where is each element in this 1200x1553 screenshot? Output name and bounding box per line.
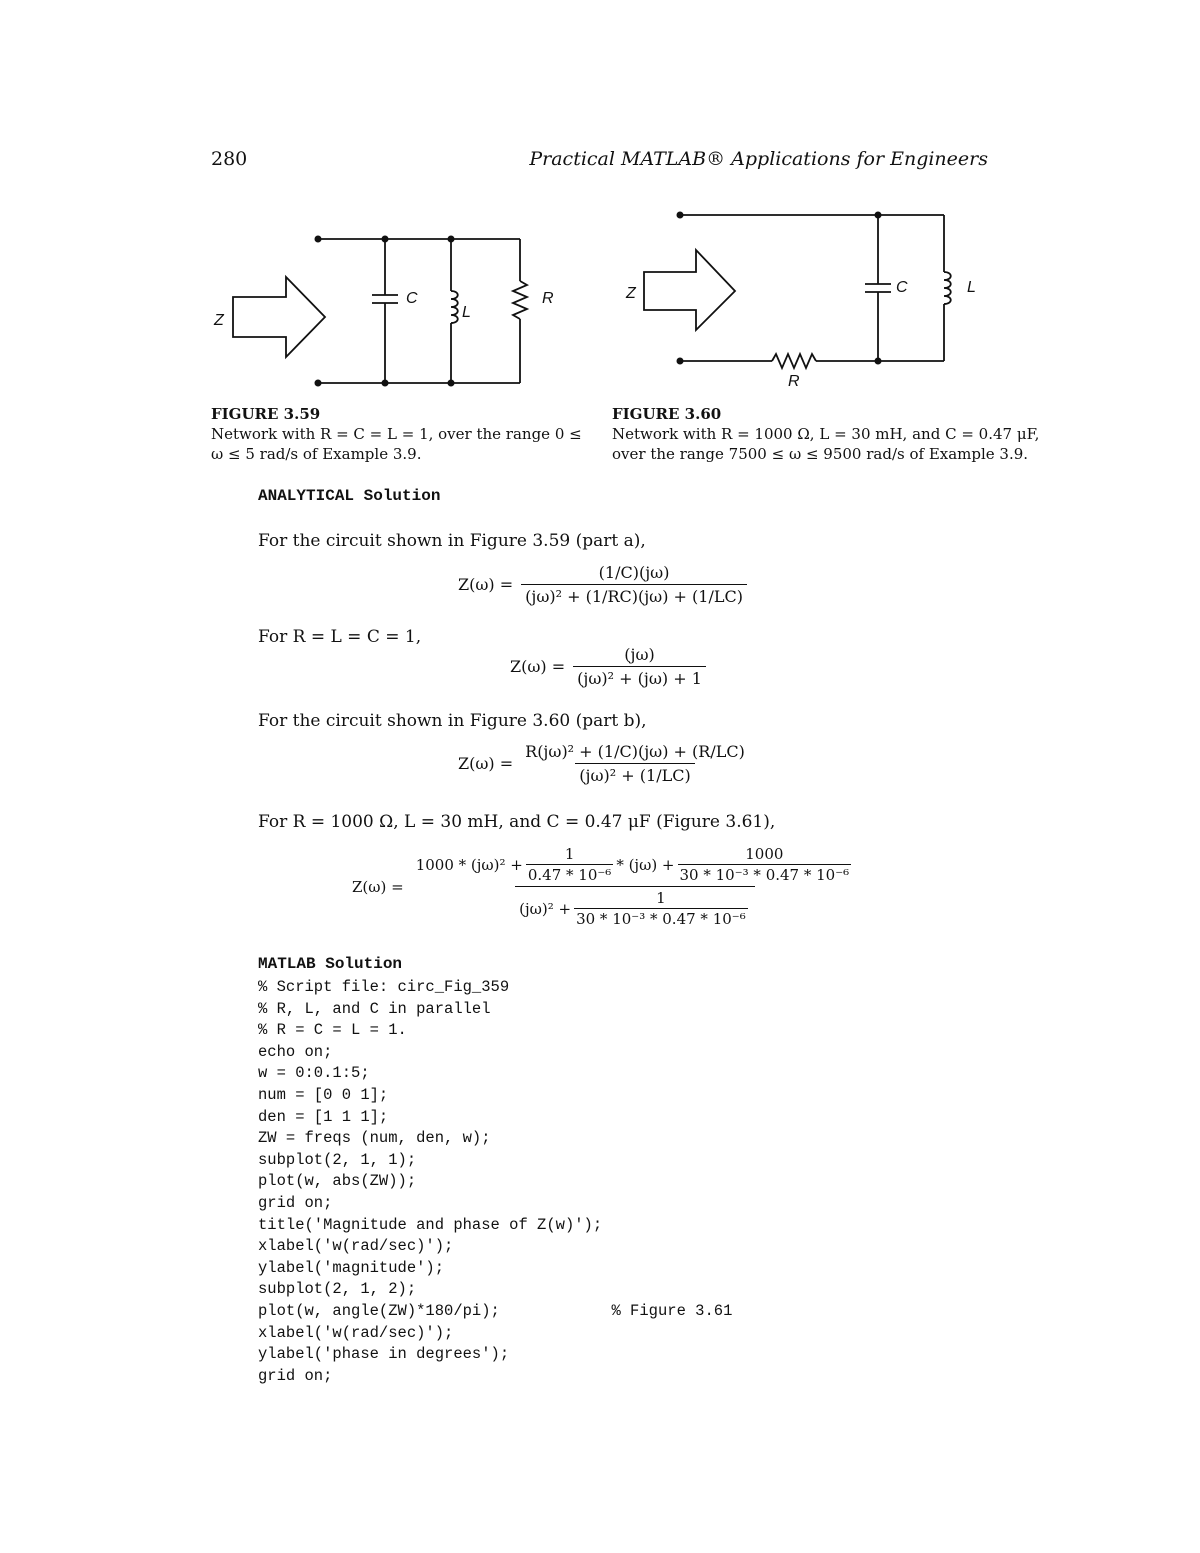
- equation-fraction: [521, 563, 747, 606]
- z-label: Z: [626, 285, 636, 302]
- code-line: den = [1 1 1];: [258, 1107, 389, 1126]
- numerator: (jω): [624, 645, 655, 664]
- paragraph-part-a: For the circuit shown in Figure 3.59 (part a),: [258, 531, 646, 551]
- denominator: (jω)² + (1/LC): [575, 763, 694, 785]
- running-title: Practical MATLAB® Applications for Engineers: [529, 148, 988, 170]
- resistor-r: [680, 354, 944, 368]
- caption-label: FIGURE 3.59: [211, 405, 321, 423]
- denominator: [515, 886, 755, 928]
- l-label: L: [967, 279, 976, 296]
- inductor-l: [451, 239, 458, 383]
- c-label: C: [896, 279, 908, 296]
- equation-lhs: Z(ω) =: [510, 657, 566, 676]
- denominator-term: (jω)² +: [519, 899, 572, 918]
- resistor-r: [513, 239, 527, 383]
- l-label: L: [462, 304, 471, 321]
- matlab-code-block: [258, 977, 732, 1387]
- figure-360-diagram: [612, 200, 992, 390]
- equation-fraction: [573, 645, 706, 688]
- code-line: ylabel('phase in degrees');: [258, 1345, 510, 1364]
- code-line: subplot(2, 1, 2);: [258, 1280, 417, 1299]
- numerator: (1/C)(jω): [598, 563, 670, 582]
- capacitor-c: [372, 239, 398, 383]
- figure-360-caption: [612, 404, 1039, 464]
- denominator: (jω)² + (1/RC)(jω) + (1/LC): [521, 584, 747, 606]
- matlab-heading: MATLAB Solution: [258, 955, 403, 973]
- paragraph-component-values: For R = 1000 Ω, L = 30 mH, and C = 0.47 μF (Figure 3.61),: [258, 812, 776, 832]
- code-line: grid on;: [258, 1366, 333, 1385]
- code-line: plot(w, abs(ZW));: [258, 1172, 417, 1191]
- denominator: (jω)² + (jω) + 1: [573, 666, 706, 688]
- analytical-heading: ANALYTICAL Solution: [258, 487, 441, 505]
- code-line: title('Magnitude and phase of Z(w)');: [258, 1215, 603, 1234]
- paragraph-part-b: For the circuit shown in Figure 3.60 (part b),: [258, 711, 647, 731]
- capacitor-c: [865, 215, 891, 361]
- numerator: [412, 845, 858, 886]
- code-line: % Script file: circ_Fig_359: [258, 978, 510, 996]
- c-label: C: [406, 290, 418, 307]
- inline-fraction: [526, 845, 613, 884]
- inline-numerator: 1: [564, 845, 575, 863]
- paragraph-rlc-values: For R = L = C = 1,: [258, 627, 422, 647]
- caption-line: Network with R = 1000 Ω, L = 30 mH, and C = 0.47 μF,: [612, 425, 1040, 443]
- equation-lhs: Z(ω) =: [458, 754, 514, 773]
- inline-denominator: 30 * 10⁻³ * 0.47 * 10⁻⁶: [576, 910, 746, 928]
- r-label: R: [788, 373, 800, 390]
- inline-numerator: 1: [656, 889, 666, 907]
- equation-fraction: [521, 742, 749, 785]
- numerator-term: 1000 * (jω)² +: [415, 855, 523, 874]
- equation-3: [458, 742, 749, 785]
- figure-359-caption: [211, 404, 582, 464]
- code-line: echo on;: [258, 1042, 333, 1061]
- code-line: grid on;: [258, 1193, 333, 1212]
- code-line: plot(w, angle(ZW)*180/pi); % Figure 3.61: [258, 1301, 733, 1320]
- code-line: w = 0:0.1:5;: [258, 1064, 370, 1083]
- caption-line: over the range 7500 ≤ ω ≤ 9500 rad/s of Example 3.9.: [612, 445, 1029, 463]
- inductor-l: [944, 215, 951, 361]
- code-line: xlabel('w(rad/sec)');: [258, 1323, 454, 1342]
- numerator: R(jω)² + (1/C)(jω) + (R/LC): [525, 742, 745, 761]
- code-line: ZW = freqs (num, den, w);: [258, 1129, 491, 1148]
- inline-denominator: 0.47 * 10⁻⁶: [527, 866, 612, 884]
- numerator-term: * (jω) +: [616, 855, 675, 874]
- z-label: Z: [214, 312, 224, 329]
- equation-2: [510, 645, 706, 688]
- inline-numerator: 1000: [745, 845, 784, 863]
- page-number: 280: [211, 148, 248, 170]
- equation-1: [458, 563, 747, 606]
- inline-fraction: [574, 889, 748, 928]
- code-line: subplot(2, 1, 1);: [258, 1150, 417, 1169]
- impedance-arrow: [644, 250, 735, 330]
- figure-359-diagram: [200, 225, 580, 395]
- impedance-arrow: [233, 277, 325, 357]
- r-label: R: [542, 290, 554, 307]
- caption-label: FIGURE 3.60: [612, 405, 722, 423]
- caption-line: Network with R = C = L = 1, over the range 0 ≤: [211, 425, 582, 443]
- equation-4: [352, 845, 858, 928]
- equation-lhs: Z(ω) =: [352, 877, 404, 896]
- code-line: % R = C = L = 1.: [258, 1021, 407, 1040]
- inline-denominator: 30 * 10⁻³ * 0.47 * 10⁻⁶: [679, 866, 850, 884]
- code-line: num = [0 0 1];: [258, 1085, 389, 1104]
- caption-line: ω ≤ 5 rad/s of Example 3.9.: [211, 445, 422, 463]
- code-line: xlabel('w(rad/sec)');: [258, 1237, 454, 1256]
- equation-lhs: Z(ω) =: [458, 575, 514, 594]
- code-line: ylabel('magnitude');: [258, 1258, 445, 1277]
- equation-fraction: [412, 845, 858, 928]
- inline-fraction: [678, 845, 852, 884]
- code-line: % R, L, and C in parallel: [258, 999, 491, 1018]
